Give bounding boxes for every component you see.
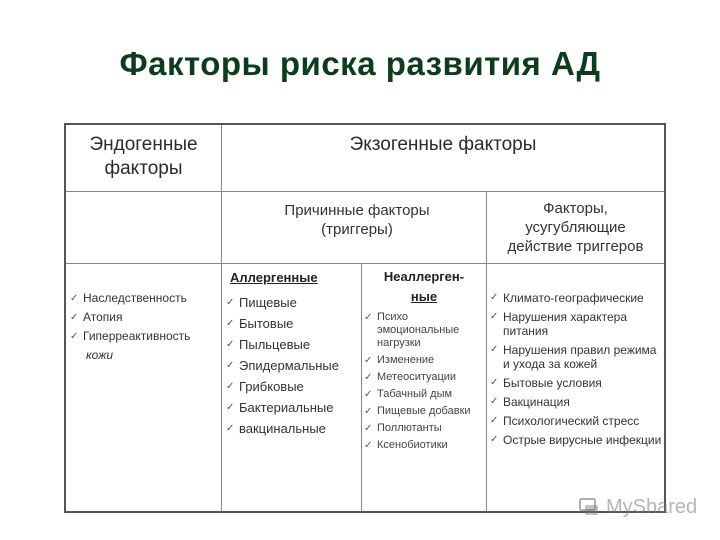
checkbox-bullet-icon: ✓ xyxy=(226,360,235,371)
allergenic-column xyxy=(226,267,360,439)
checkbox-bullet-icon: ✓ xyxy=(364,423,373,434)
watermark-text: MyShared xyxy=(606,495,698,518)
checkbox-bullet-icon: ✓ xyxy=(226,381,235,392)
list-item: ✓ Бактериальные xyxy=(226,397,360,418)
list-item: ✓ Пищевые добавки xyxy=(364,405,471,417)
checkbox-bullet-icon: ✓ xyxy=(364,312,373,323)
checkbox-bullet-icon: ✓ xyxy=(490,344,499,355)
list-item: ✓ Изменение xyxy=(364,354,435,366)
list-item: ✓ Психо эмоциональные нагрузки xyxy=(364,311,460,349)
nonallergenic-column xyxy=(364,267,484,456)
checkbox-bullet-icon: ✓ xyxy=(490,377,499,388)
list-item: ✓ Ксенобиотики xyxy=(364,439,448,451)
list-item: ✓ Бытовые xyxy=(226,313,360,334)
list-item: ✓ Острые вирусные инфекции xyxy=(490,433,662,447)
checkbox-bullet-icon: ✓ xyxy=(226,339,235,350)
checkbox-bullet-icon: ✓ xyxy=(364,440,373,451)
slide-title: Факторы риска развития АД xyxy=(119,45,601,82)
list-item: ✓ Атопия xyxy=(70,308,220,327)
list-item: ✓ Эпидермальные xyxy=(226,355,360,376)
nonallergenic-heading: Неаллерген- ные xyxy=(383,269,465,304)
list-item: ✓ Гиперреактивность xyxy=(70,327,220,346)
checkbox-bullet-icon: ✓ xyxy=(490,396,499,407)
list-item: ✓ Грибковые xyxy=(226,376,360,397)
col-divider-endo xyxy=(221,125,222,511)
myshared-logo-icon xyxy=(578,496,600,518)
checkbox-bullet-icon: ✓ xyxy=(226,423,235,434)
list-item: ✓ вакцинальные xyxy=(226,418,360,439)
row-divider-2 xyxy=(66,263,664,264)
checkbox-bullet-icon: ✓ xyxy=(70,331,79,342)
header-exogenous: Экзогенные факторы xyxy=(349,134,537,155)
list-item: ✓ Нарушения правил режима и ухода за кожей xyxy=(490,343,657,371)
header-endogenous: Эндогенные факторы xyxy=(89,134,198,179)
checkbox-bullet-icon: ✓ xyxy=(226,318,235,329)
aggravating-items xyxy=(490,291,662,447)
checkbox-bullet-icon: ✓ xyxy=(364,389,373,400)
list-item: ✓ Климато-географические xyxy=(490,291,644,305)
aggravating-column xyxy=(490,291,662,452)
list-item: ✓ Поллютанты xyxy=(364,422,442,434)
col-divider-nonallerg xyxy=(361,263,362,511)
risk-factors-table xyxy=(64,123,666,513)
list-item: ✓ Бытовые условия xyxy=(490,376,602,390)
list-item: ✓ Пищевые xyxy=(226,292,360,313)
list-item: ✓ Пыльцевые xyxy=(226,334,360,355)
list-item: ✓ Вакцинация xyxy=(490,395,570,409)
endogenous-items xyxy=(70,289,220,365)
checkbox-bullet-icon: ✓ xyxy=(226,402,235,413)
checkbox-bullet-icon: ✓ xyxy=(364,372,373,383)
checkbox-bullet-icon: ✓ xyxy=(490,311,499,322)
checkbox-bullet-icon: ✓ xyxy=(364,355,373,366)
list-item: ✓ Психологический стресс xyxy=(490,414,640,428)
row-divider-1 xyxy=(66,191,664,192)
list-item: ✓ Нарушения характера питания xyxy=(490,310,627,338)
endogenous-list xyxy=(70,289,220,365)
list-item: ✓ Наследственность xyxy=(70,289,220,308)
checkbox-bullet-icon: ✓ xyxy=(70,312,79,323)
header-aggravating: Факторы, усугубляющие действие триггеров xyxy=(507,200,644,255)
checkbox-bullet-icon: ✓ xyxy=(490,292,499,303)
checkbox-bullet-icon: ✓ xyxy=(490,434,499,445)
watermark xyxy=(578,494,708,520)
allergenic-items xyxy=(226,292,360,439)
checkbox-bullet-icon: ✓ xyxy=(70,293,79,304)
checkbox-bullet-icon: ✓ xyxy=(364,406,373,417)
checkbox-bullet-icon: ✓ xyxy=(490,415,499,426)
list-item: ✓ Метеоситуации xyxy=(364,371,457,383)
checkbox-bullet-icon: ✓ xyxy=(226,297,235,308)
list-item: ✓ Табачный дым xyxy=(364,388,453,400)
header-causal: Причинные факторы (триггеры) xyxy=(284,202,430,238)
allergenic-heading: Аллергенные xyxy=(230,270,318,285)
nonallergenic-items xyxy=(364,311,484,452)
list-item-continuation: кожи xyxy=(86,348,114,362)
